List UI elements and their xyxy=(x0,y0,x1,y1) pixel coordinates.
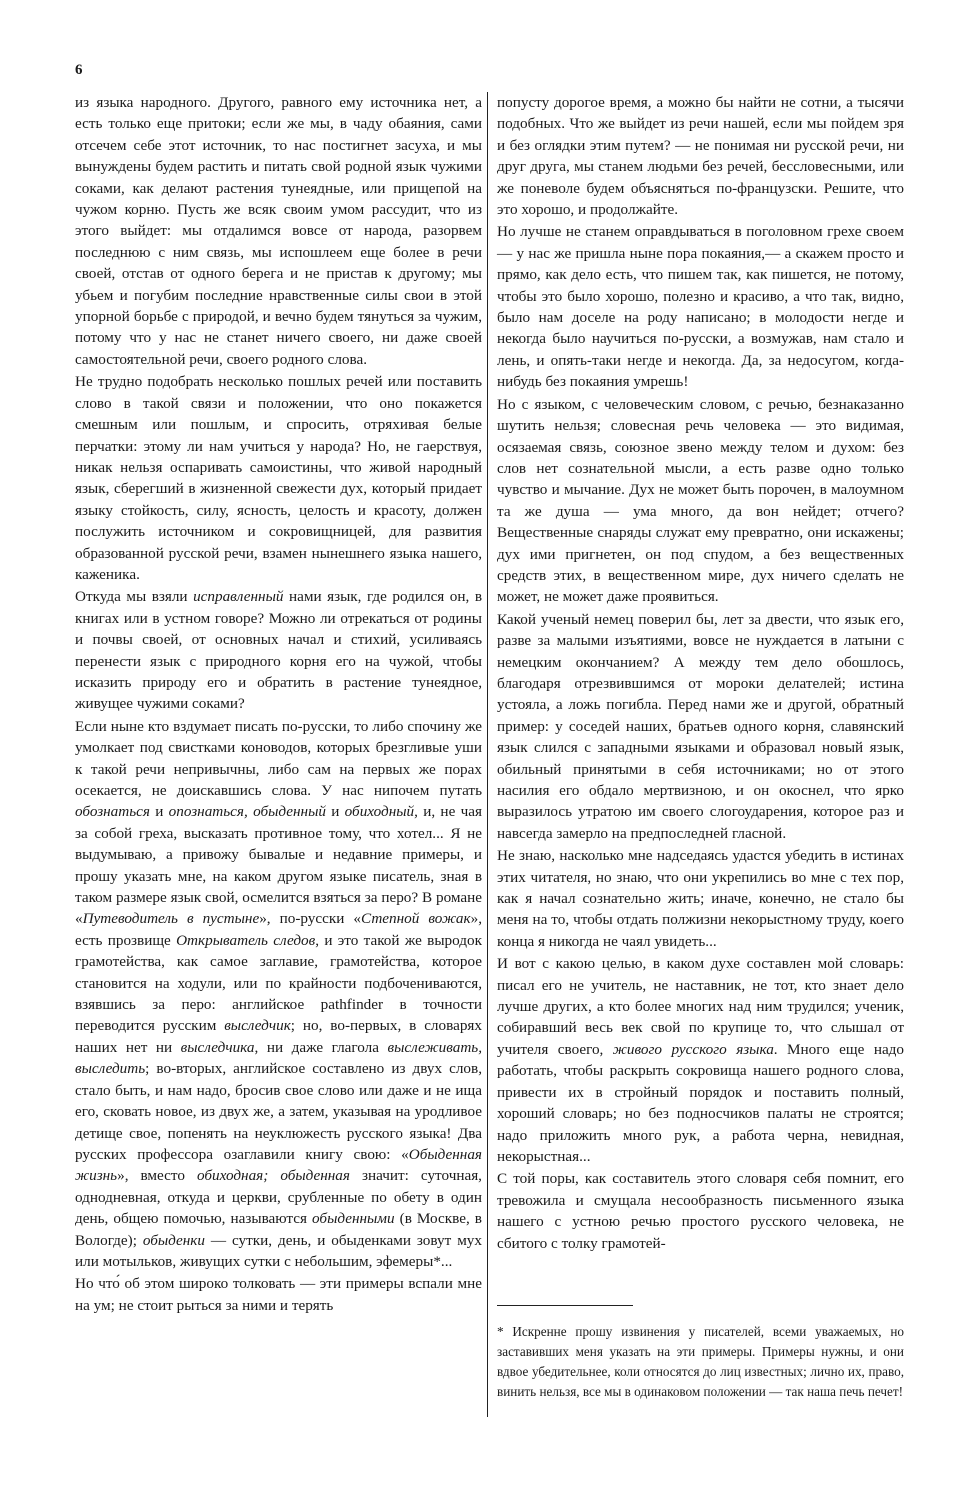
italic-text: обознаться xyxy=(75,803,150,821)
text-run: Но лучше не станем оправдываться в поголовном грехе своем — у нас же пришла ныне пора покаяния,— а скажем просто и прямо, как дело есть, что пишем так, как пишется, не потому, чтобы это было хорошо, полезно и красиво, а что так, видно, было нам доселе на роду написано; в молодости негде и некогда было научиться по-русски, а возмужав, нам стало и лень, и опять-таки негде и некогда. Да, за недосугом, когда-нибудь без покаяния умрешь! xyxy=(497,223,904,391)
paragraph xyxy=(497,1168,904,1254)
paragraph xyxy=(75,716,482,1273)
text-run: Не трудно подобрать несколько пошлых речей или поставить слово в такой связи и положении, что оно покажется смешным или пошлым, и спросить, отряхивая белые перчатки: этому ли нам учиться у народа? Но, не гаерствуя, никак нельзя оспаривать самоистины, что живой народный язык, сберегший в жизненной свежести дух, который придает языку стойкость, силу, ясность, целость и красоту, должен послужить источником и сокровищницей, для развития образованной русской речи, взамен нынешнего языка нашего, каженика. xyxy=(75,373,482,583)
text-run: попусту дорогое время, а можно бы найти не сотни, а тысячи подобных. Что же выйдет из речи нашей, если мы пойдем зря и без оглядки этим путем? — не понимая ни русской речи, ни друг друга, мы станем людьми без речей, бессловесными, или же поневоле будем объясняться по-французски. Решите, что это хорошо, и продолжайте. xyxy=(497,94,904,219)
text-run: и xyxy=(149,803,169,821)
italic-text: Открыватель следов xyxy=(176,931,316,949)
text-run: И вот с какою целью, в каком духе составлен мой словарь: писал его не учитель, не наставник, не тот, кто знает дело лучше других, а кто более многих над ним трудился; ученик, собиравший весь век свой по крупице то, что слышал от учителя своего, xyxy=(497,955,904,1058)
italic-text: обиходный xyxy=(344,803,415,821)
italic-text: выслеживать, выследить xyxy=(75,1038,482,1078)
text-run: Не знаю, насколько мне надседаясь удастся убедить в истинах этих читателя, но знаю, что они укрепились во мне с тех пор, как я начал сознательно жить; иначе, конечно, не стало бы меня на то, чтобы отдать полжизни некорыстному труду, коего конца я никогда не чаял увидеть... xyxy=(497,847,904,950)
italic-text: обиходная; обыденная xyxy=(196,1167,350,1185)
text-run: », по-русски « xyxy=(259,910,361,928)
text-run: Какой ученый немец поверил бы, лет за двести, что язык его, разве за малыми изъятиями, вовсе не нуждается в латыни с немецким окончанием? А между тем дело обошлось, благодаря отрезвившимся от мороки делателей; истина устояла, а ложь погибла. Перед нами же и другой, обратный пример: у соседей наших, братьев одного корня, славянский язык слился с западными языками и образовал новый язык, обильный принятыми в себя источниками; но от этого насилия его обдало мертвизною, и он окоснел, что ярко выразилось утратою им своего слогоударения, которое раз и навсегда замерло на предпоследней гласной. xyxy=(497,610,904,842)
text-run: Откуда мы взяли xyxy=(75,588,194,606)
paragraph xyxy=(75,586,482,714)
text-run: ; во-вторых, английское составлено из двух слов, стало быть, и нам надо, бросив свое слово или даже и не ища его, сковать новое, из двух же, а затем, указывая на уродливое детище свое, попенять на неуклюжесть русского языка! Два русских профессора озаглавили книгу свою: « xyxy=(75,1060,482,1163)
text-run: , и это такой же выродок грамотейства, как самое заглавие, грамотейства, которое становится на ходули, или по крайности подбочениваются, взявшись за перо: английское pathfinder в точности переводится русским xyxy=(75,931,482,1035)
paragraph xyxy=(497,845,904,952)
column-divider xyxy=(487,92,488,1417)
italic-text: Степной вожак xyxy=(360,910,471,928)
text-run: из языка народного. Другого, равного ему источника нет, а есть только еще притоки; если же мы, в чаду обаяния, сами отсечем себе этот источник, то нас постигнет засуха, и мы вынуждены будем растить и питать свой родной язык чужими соками, как делают растения тунеядные, или прищепой на чужом корню. Пусть же всяк своим умом рассудит, что из этого выйдет: мы отдалимся вовсе от народа, разорвем последнюю с ним связь, мы испошлеем еще более в речи своей, отстав от одного берега и не пристав к другому; мы убьем и погубим последние нравственные силы свои в этой упорной борьбе с природой, и вечно будем тянуться за чужим, потому что у нас не станет ничего своего, ни даже своей самостоятельной речи, своего родного слова. xyxy=(75,94,482,368)
italic-text: живого русского языка xyxy=(612,1040,774,1058)
text-run: значит: суточная, однодневная, откуда и церкви, срубленные по обету в один день, общею помочью, называются xyxy=(75,1167,482,1228)
italic-text: обыденными xyxy=(312,1210,395,1228)
footnote-text: * Искренне прошу извинения у писателей, всеми уважаемых, но заставивших меня указать на эти примеры. Примеры нужны, и они вдвое убедительнее, коли относятся до лиц известных; лично их, право, винить нельзя, все мы в одинаковом положении — так наша печь печет! xyxy=(497,1324,904,1399)
footnote-divider xyxy=(497,1305,633,1306)
text-run: ; но, во-первых, в словарях наших нет ни xyxy=(75,1017,482,1056)
paragraph xyxy=(497,221,904,392)
italic-text: выследчика xyxy=(180,1038,255,1056)
paragraph xyxy=(75,92,482,370)
text-run: — сутки, день, и обыденками зовут мух или мотыльков, живущих сутки с небольшим, эфемеры*... xyxy=(75,1231,482,1270)
italic-text: Путеводитель в пустыне xyxy=(82,910,260,928)
paragraph xyxy=(497,609,904,844)
italic-text: Обыденная жизнь xyxy=(75,1145,482,1185)
right-column xyxy=(497,92,904,1255)
italic-text: выследчик xyxy=(224,1017,291,1035)
italic-text: опознаться, обыденный xyxy=(168,803,326,821)
italic-text: обыденки xyxy=(142,1231,205,1249)
paragraph xyxy=(497,394,904,608)
paragraph xyxy=(497,953,904,1167)
left-column xyxy=(75,92,482,1317)
text-run: , и, не чая за собой греха, высказать противное тому, что хотел... Я не выдумываю, а привожу бывалые и недавние примеры, и прошу указать мне, на каком другом языке писатель, зная в таком размере язык свой, осмелится взяться за перо? В романе « xyxy=(75,803,482,928)
text-run: и xyxy=(325,803,345,821)
text-run: Если ныне кто вздумает писать по-русски, то либо спочину же умолкает под свистками коноводов, которых брезгливые уши к такой речи непривычны, либо сам на первых же порах осекается, не доискавшись слова. У нас нипочем путать xyxy=(75,717,482,799)
text-run: Но с языком, с человеческим словом, с речью, безнаказанно шутить нельзя; словесная речь человека — это видимая, осязаемая связь, союзное звено между телом и духом: без слов нет сознательной мысли, а есть разве одно только чувство и мычание. Дух не может быть порочен, в малоумном та же душа — ума много, да вон нейдет; отчего? Вещественные снаряды служат ему превратно, они искажены; дух ими пригнетен, он под спудом, а без вещественных средств этих, в вещественном мире, дух ничего сделать не может, не может даже проявиться. xyxy=(497,395,904,606)
text-run: С той поры, как составитель этого словаря себя помнит, его тревожила и смущала несообразность письменного языка нашего с устною речью простого русского человека, не сбитого с толку грамотей- xyxy=(497,1170,904,1252)
text-run: Но что́ об этом широко толковать — эти примеры вспали мне на ум; не стоит рыться за ними и терять xyxy=(75,1275,482,1314)
footnote xyxy=(497,1322,904,1402)
text-run: », вместо xyxy=(117,1167,197,1185)
paragraph xyxy=(497,92,904,220)
text-run: . Много еще надо работать, чтобы раскрыть сокровища нашего родного слова, привести их в стройный порядок и поставить полный, хороший словарь; но без подносчиков палаты не строятся; надо приложить много рук, а работа черна, невидная, некорыстная... xyxy=(497,1040,905,1165)
text-run: », есть прозвище xyxy=(75,910,482,949)
paragraph xyxy=(75,1273,482,1316)
text-run: (в Москве, в Вологде); xyxy=(75,1210,482,1249)
page-number: 6 xyxy=(75,62,83,78)
text-run: , ни даже глагола xyxy=(254,1038,388,1056)
text-run: нами язык, где родился он, в книгах или в устном говоре? Можно ли отрекаться от родины и почвы своей, от основных начал и стихий, усиливаясь перенести язык с природного корня его на чужой, чтобы исказить природу его и обратить в растение тунеядное, живущее чужими соками? xyxy=(75,588,482,713)
paragraph xyxy=(75,371,482,585)
italic-text: исправленный xyxy=(193,588,284,606)
